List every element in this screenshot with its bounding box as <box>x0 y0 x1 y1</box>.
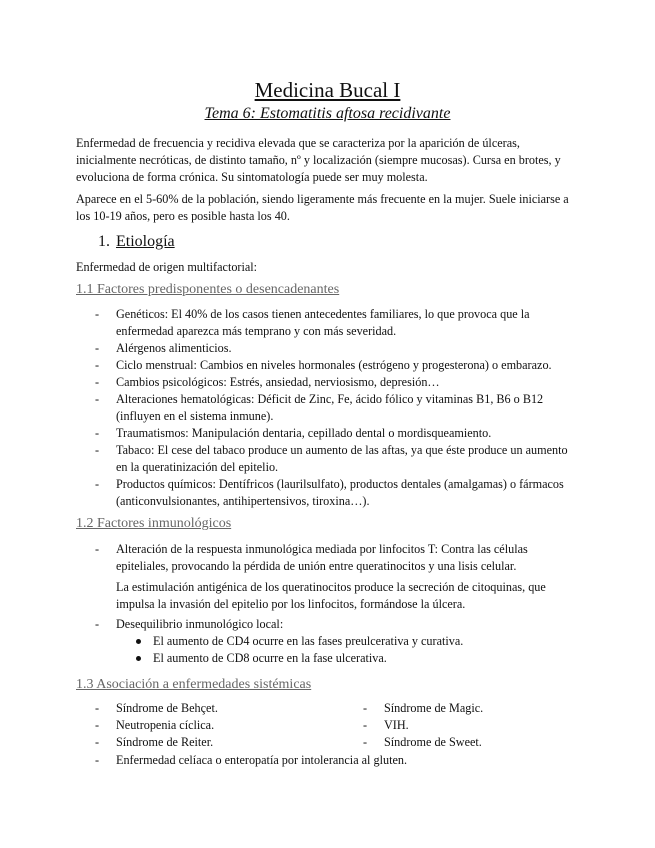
diseases-left-column <box>76 700 346 751</box>
immune-factors-list <box>76 541 579 667</box>
section-title: Etiología <box>116 233 175 250</box>
list-item: - Síndrome de Reiter. <box>76 734 346 751</box>
diseases-right-column <box>344 700 579 751</box>
list-item: - Tabaco: El cese del tabaco produce un aumento de las aftas, ya que éste produce un aumento en la queratinización del epitelio. <box>76 442 579 476</box>
list-item-text: Desequilibrio inmunológico local: <box>116 617 284 631</box>
list-item: - Síndrome de Magic. <box>344 700 579 717</box>
intro-paragraph-2: Aparece en el 5-60% de la población, siendo ligeramente más frecuente en la mujer. Suele iniciarse a los 10-19 años, pero es posible hasta los 40. <box>76 192 569 223</box>
list-item: - Genéticos: El 40% de los casos tienen antecedentes familiares, lo que provoca que la enfermedad aparezca más temprano y con más severidad. <box>76 306 579 340</box>
list-item-extra-paragraph: La estimulación antigénica de los queratinocitos produce la secreción de citoquinas, que impulsa la invasión del epitelio por los linfocitos, formándose la úlcera. <box>116 580 546 611</box>
list-item: - Síndrome de Behçet. <box>76 700 346 717</box>
subsection-heading-1-2: 1.2 Factores inmunológicos <box>76 516 232 531</box>
subsection-heading-1-1: 1.1 Factores predisponentes o desencadenantes <box>76 282 340 297</box>
list-item: - Traumatismos: Manipulación dentaria, cepillado dental o mordisqueamiento. <box>76 425 579 442</box>
intro-paragraph-1: Enfermedad de frecuencia y recidiva elevada que se caracteriza por la aparición de úlceras, inicialmente necróticas, de distinto tamaño, nº y localización (siempre mucosas). Cursa en brotes, y evoluciona de forma crónica. Su sintomatología puede ser muy molesta. <box>76 136 561 184</box>
section-intro: Enfermedad de origen multifactorial: <box>76 260 258 274</box>
list-item: - Cambios psicológicos: Estrés, ansiedad, nerviosismo, depresión… <box>76 374 579 391</box>
section-number: 1. <box>98 233 110 250</box>
list-item: - Alérgenos alimenticios. <box>76 340 579 357</box>
factors-list <box>76 306 579 510</box>
list-item: - Enfermedad celíaca o enteropatía por intolerancia al gluten. <box>76 752 579 769</box>
bullet-item: El aumento de CD8 ocurre en la fase ulcerativa. <box>116 650 579 667</box>
list-item: - Alteraciones hematológicas: Déficit de Zinc, Fe, ácido fólico y vitaminas B1, B6 o B12 (influyen en el sistema inmune). <box>76 391 579 425</box>
document-subtitle: Tema 6: Estomatitis aftosa recidivante <box>204 105 451 122</box>
list-item: - Ciclo menstrual: Cambios en niveles hormonales (estrógeno y progesterona) o embarazo. <box>76 357 579 374</box>
list-item: - Productos químicos: Dentífricos (laurilsulfato), productos dentales (amalgamas) o fármacos (anticonvulsionantes, antihipertensivos, tiroxina…). <box>76 476 579 510</box>
list-item: - Neutropenia cíclica. <box>76 717 346 734</box>
subsection-heading-1-3: 1.3 Asociación a enfermedades sistémicas <box>76 677 312 692</box>
list-item <box>76 541 579 613</box>
list-item: - VIH. <box>344 717 579 734</box>
diseases-last-item <box>76 752 579 769</box>
document-title: Medicina Bucal I <box>254 78 401 102</box>
list-item: - Síndrome de Sweet. <box>344 734 579 751</box>
list-item <box>76 616 579 667</box>
list-item-text: Alteración de la respuesta inmunológica mediada por linfocitos T: Contra las células epiteliales, provocando la pérdida de unión entre queratinocitos y una lisis celular. <box>116 542 528 573</box>
bullet-sublist <box>116 633 579 667</box>
bullet-item: El aumento de CD4 ocurre en las fases preulcerativa y curativa. <box>116 633 579 650</box>
section-heading-etiologia <box>98 233 175 251</box>
